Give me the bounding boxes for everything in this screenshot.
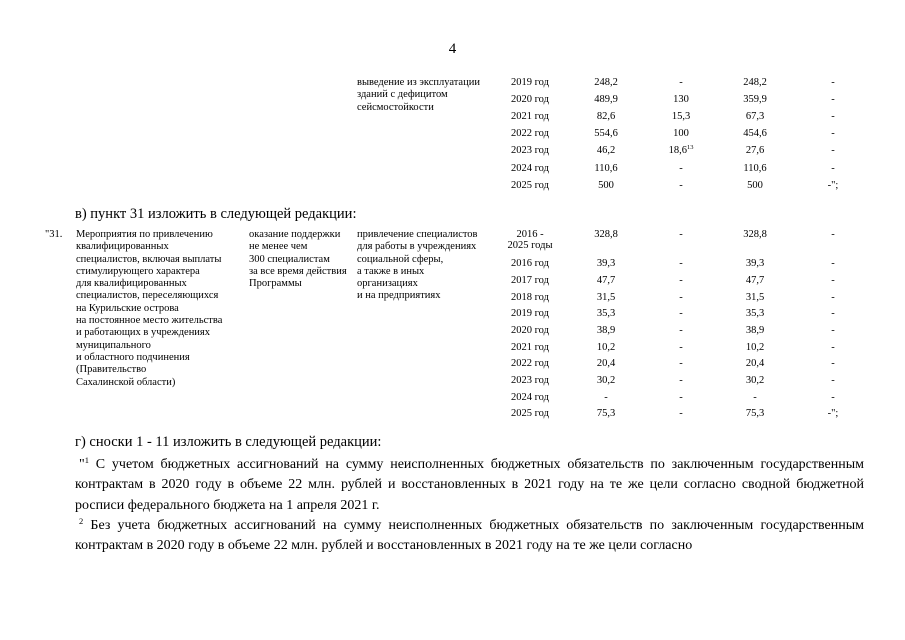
table2-row-9-year: 2023 год [511,375,549,386]
heading-v: в) пункт 31 изложить в следующей редакции: [75,206,357,222]
table2-row-2-fed: - [679,258,683,269]
table1-row-7-other: -"; [827,180,839,191]
table1-row-5-other: - [831,145,835,156]
table1-row-6-other: - [831,163,835,174]
table1-row-4-fed: 100 [673,128,689,139]
table1-row-2-other: - [831,94,835,105]
table2-row-7-year: 2021 год [511,342,549,353]
table1-row-6-year: 2024 год [511,163,549,174]
table1-row-5-reg: 27,6 [745,145,765,156]
table2-row-9-reg: 30,2 [745,375,765,386]
table2-row-2-reg: 39,3 [745,258,765,269]
table2-row-3-other: - [831,275,835,286]
table2-row-6-year: 2020 год [511,325,549,336]
table2-row-5-fed: - [679,308,683,319]
table2-row-4-year: 2018 год [511,292,549,303]
footnote-1-text: С учетом бюджетных ассигнований на сумму неисполненных бюджетных обязательств по заключенным государственным контрактам в 2020 году в объеме 22 млн. рублей и восстановленных в 2021 году на те же цели согласно сводной бюджетной росписи федерального бюджета на 1 апреля 2021 г. [75,457,864,513]
table1-row-6-fed: - [679,163,683,174]
table2-row-7-reg: 10,2 [745,342,765,353]
table1-row-7-year: 2025 год [511,180,549,191]
table2-row-9-other: - [831,375,835,386]
table2-indicator: оказание поддержки не менее чем 300 специалистам за все время действия Программы [249,229,347,290]
table2-row-2-total: 39,3 [596,258,616,269]
table2-row-5-total: 35,3 [596,308,616,319]
table2-row-6-other: - [831,325,835,336]
table2-row-11-fed: - [679,408,683,419]
table2-row-5-year: 2019 год [511,308,549,319]
footnote-2 [75,516,864,557]
table2-row-2-other: - [831,258,835,269]
table2-result: привлечение специалистов для работы в учреждениях социальной сферы, а также в иных организациях и на предприятиях [357,229,478,302]
table1-row-3-reg: 67,3 [745,111,765,122]
footnote-1-quote: " [79,457,85,472]
table2-row-3-total: 47,7 [596,275,616,286]
table1-row-1-total: 248,2 [594,77,618,88]
table1-row-6-reg: 110,6 [743,163,767,174]
table2-row-8-reg: 20,4 [745,358,765,369]
heading-g: г) сноски 1 - 11 изложить в следующей редакции: [75,434,382,450]
table1-row-6-total: 110,6 [594,163,618,174]
table2-row-3-year: 2017 год [511,275,549,286]
table2-row-4-other: - [831,292,835,303]
table2-row-3-reg: 47,7 [745,275,765,286]
table1-row-3-fed: 15,3 [671,111,691,122]
table1-row-1-fed: - [679,77,683,88]
table1-row-1-other: - [831,77,835,88]
table1-measure-text: выведение из эксплуатации зданий с дефицитом сейсмостойкости [357,77,480,113]
table1-row-2-year: 2020 год [511,94,549,105]
table2-row-11-reg: 75,3 [745,408,765,419]
table2-row-7-total: 10,2 [596,342,616,353]
table1-row-4-total: 554,6 [594,128,618,139]
table2-row-11-total: 75,3 [596,408,616,419]
table1-row-4-year: 2022 год [511,128,549,139]
table2-row-5-reg: 35,3 [745,308,765,319]
table2-row-1-total: 328,8 [594,229,618,240]
page-number: 4 [448,41,457,57]
table2-row-8-year: 2022 год [511,358,549,369]
table2-row-7-fed: - [679,342,683,353]
table2-row-10-fed: - [679,392,683,403]
table2-row-4-fed: - [679,292,683,303]
table2-item-number: "31. [45,229,63,240]
table2-row-10-other: - [831,392,835,403]
table1-row-2-fed: 130 [673,94,689,105]
table2-row-2-year: 2016 год [511,258,549,269]
table2-row-8-other: - [831,358,835,369]
footnote-1 [75,455,864,516]
table1-row-4-reg: 454,6 [743,128,767,139]
table2-row-6-reg: 38,9 [745,325,765,336]
table1-row-7-reg: 500 [747,180,763,191]
table1-row-4-other: - [831,128,835,139]
table2-row-10-reg: - [753,392,757,403]
table2-row-10-total: - [604,392,608,403]
table1-row-2-total: 489,9 [594,94,618,105]
table2-name: Мероприятия по привлечению квалифицированных специалистов, включая выплаты стимулирующего характера для квалифицированных специалистов, переселяющихся на Курильские острова на постоянное место жительства и работающих в учреждениях муниципального и областного подчинения (Правительство Сахалинской области) [76,229,223,388]
table1-row-3-other: - [831,111,835,122]
footnote-1-marker: 1 [84,455,89,465]
table2-row-9-total: 30,2 [596,375,616,386]
table1-row-7-fed: - [679,180,683,191]
table1-row-7-total: 500 [598,180,614,191]
table2-row-8-fed: - [679,358,683,369]
table2-row-4-total: 31,5 [596,292,616,303]
table1-row-5-total: 46,2 [596,145,616,156]
table2-row-4-reg: 31,5 [745,292,765,303]
table1-row-1-reg: 248,2 [743,77,767,88]
table2-row-6-total: 38,9 [596,325,616,336]
table2-row-8-total: 20,4 [596,358,616,369]
table2-row-1-reg: 328,8 [743,229,767,240]
table1-row-1-year: 2019 год [511,77,549,88]
table2-row-6-fed: - [679,325,683,336]
table2-row-11-other: -"; [827,408,839,419]
table1-row-3-year: 2021 год [511,111,549,122]
table2-row-11-year: 2025 год [511,408,549,419]
table2-row-5-other: - [831,308,835,319]
table1-row-3-total: 82,6 [596,111,616,122]
table2-row-1-fed: - [679,229,683,240]
table2-row-7-other: - [831,342,835,353]
table2-row-1-other: - [831,229,835,240]
table1-row-5-fed: 18,6$^{13}$ [668,144,694,156]
table2-row-10-year: 2024 год [511,392,549,403]
table2-row-1-year: 2016 - 2025 годы [507,229,553,251]
table1-row-2-reg: 359,9 [743,94,767,105]
table2-row-3-fed: - [679,275,683,286]
footnote-2-marker: 2 [79,516,84,526]
table2-row-9-fed: - [679,375,683,386]
table1-row-5-year: 2023 год [511,145,549,156]
footnote-2-text: Без учета бюджетных ассигнований на сумму неисполненных бюджетных обязательств по заключенным государственным контрактам в 2020 году в объеме 22 млн. рублей и восстановленных в 2021 году на те же цели согласно [75,518,864,554]
table1-row-5-fed-footnote: 13 [686,144,694,151]
